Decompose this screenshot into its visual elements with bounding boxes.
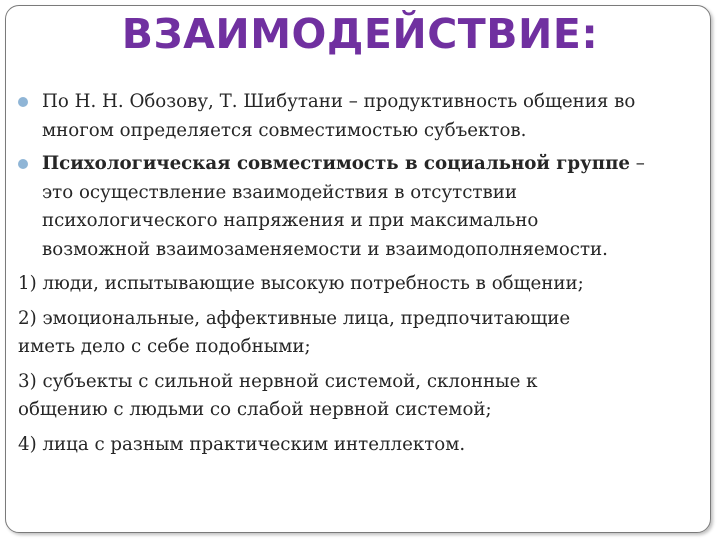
numbered-item-line: 2) эмоциональные, аффективные лица, предпочитающие — [18, 307, 571, 329]
numbered-item-line: общению с людьми со слабой нервной системой; — [18, 399, 492, 420]
bullet-dot-icon — [18, 159, 28, 169]
slide-title: ВЗАИМОДЕЙСТВИЕ: — [121, 10, 599, 58]
bullet-text-line: возможной взаимозаменяемости и взаимодополняемости. — [42, 238, 608, 260]
bullet-term: Психологическая совместимость в социальной группе — [42, 153, 630, 174]
numbered-item — [18, 305, 708, 362]
bullet-text-line: многом определяется совместимостью субъектов. — [42, 119, 527, 141]
numbered-item — [18, 368, 708, 425]
bullet-text-line: психологического напряжения и при максимально — [42, 210, 539, 231]
numbered-item-line: 3) субъекты с сильной нервной системой, склонные к — [18, 370, 538, 392]
bullet-term-suffix: – — [629, 153, 645, 174]
numbered-item-line: иметь дело с себе подобными; — [18, 336, 311, 357]
slide-content — [18, 88, 708, 459]
bullet-term-line — [42, 150, 708, 179]
numbered-item — [18, 431, 708, 460]
numbered-item — [18, 270, 708, 299]
numbered-item-line: 4) лица с разным практическим интеллектом. — [18, 433, 466, 455]
bullet-item — [18, 150, 708, 264]
bullet-dot-icon — [18, 97, 28, 107]
bullet-item — [18, 88, 708, 145]
bullet-text-line: это осуществление взаимодействия в отсутствии — [42, 181, 517, 203]
bullet-text-line: По Н. Н. Обозову, Т. Шибутани – продуктивность общения во — [42, 91, 636, 112]
numbered-item-line: 1) люди, испытывающие высокую потребность в общении; — [18, 273, 584, 294]
